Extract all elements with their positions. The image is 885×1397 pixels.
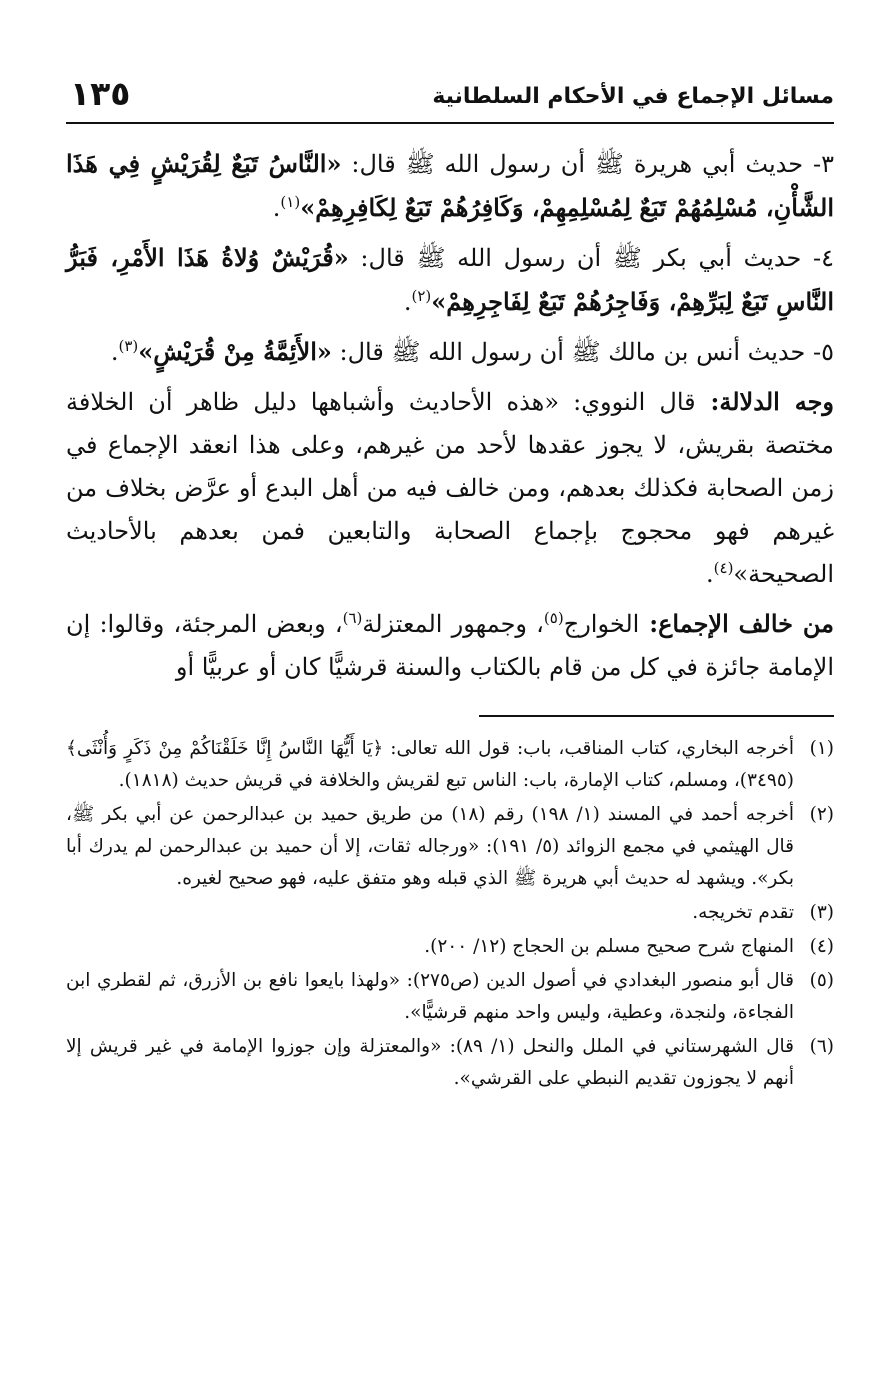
section-lead: من خالف الإجماع: — [639, 609, 835, 638]
sentence-end: . — [706, 560, 714, 588]
footnote — [66, 931, 834, 963]
hadith-paragraph-5 — [66, 330, 834, 374]
hadith-intro: ٥- حديث أنس بن مالك ﷺ أن رسول الله ﷺ قال: — [331, 338, 834, 366]
paragraph-text: ، وجمهور المعتزلة — [362, 610, 544, 638]
footnote-text: قال أبو منصور البغدادي في أصول الدين (ص٢٧٥): «ولهذا بايعوا نافع بن الأزرق، ثم لقطري ابن الفجاءة، ولنجدة، وعطية، وليس واحد منهم قرشيًّا». — [66, 970, 794, 1023]
book-page — [66, 70, 834, 1097]
sentence-end: . — [403, 288, 412, 316]
footnote-number: (٣) — [809, 902, 834, 923]
footnote-ref: (٦) — [342, 609, 363, 627]
footnote-ref: (٤) — [713, 559, 734, 577]
footnote-ref: (٣) — [118, 337, 139, 355]
main-text — [66, 142, 834, 689]
hadith-quote: «الأَئِمَّةُ مِنْ قُرَيْشٍ» — [138, 337, 332, 366]
footnote-divider — [479, 715, 834, 717]
sentence-end: . — [272, 194, 281, 222]
page-header — [66, 70, 834, 124]
footnotes — [66, 733, 834, 1095]
footnote-number: (١) — [809, 738, 834, 759]
footnote-text: أخرجه أحمد في المسند (١/ ١٩٨) رقم (١٨) من طريق حميد بن عبدالرحمن عن أبي بكر ﷺ، قال الهيثمي في مجمع الزوائد (٥/ ١٩١): «ورجاله ثقات، إلا أن حميد بن عبدالرحمن لم يدرك أبا بكر». ويشهد له حديث أبي هريرة ﷺ الذي قبله وهو متفق عليه، فهو صحيح لغيره. — [66, 804, 794, 889]
footnote-number: (٢) — [809, 804, 834, 825]
footnote-text: تقدم تخريجه. — [692, 902, 794, 923]
hadith-intro: ٣- حديث أبي هريرة ﷺ أن رسول الله ﷺ قال: — [341, 150, 834, 178]
footnote — [66, 965, 834, 1029]
paragraph-text: ، وبعض المرجئة، وقالوا: إن الإمامة جائزة في كل من قام بالكتاب والسنة قرشيًّا كان أو عربيًّا أو — [66, 610, 834, 681]
hadith-intro: ٤- حديث أبي بكر ﷺ أن رسول الله ﷺ قال: — [348, 244, 834, 272]
footnote-text: قال الشهرستاني في الملل والنحل (١/ ٨٩): «والمعتزلة وإن جوزوا الإمامة في غير قريش إلا أنهم لا يجوزون تقديم النبطي على القرشي». — [66, 1036, 794, 1089]
hadith-quote: «النَّاسُ تَبَعٌ لِقُرَيْشٍ فِي هَذَا الشَّأْنِ، مُسْلِمُهُمْ تَبَعٌ لِمُسْلِمِهِمْ، وَكَافِرُهُمْ تَبَعٌ لِكَافِرِهِمْ» — [66, 149, 834, 222]
running-title: مسائل الإجماع في الأحكام السلطانية — [432, 84, 834, 109]
sentence-end: . — [110, 338, 119, 366]
paragraph-text: قال النووي: «هذه الأحاديث وأشباهها دليل ظاهر أن الخلافة مختصة بقريش، لا يجوز عقدها لأحد من غيرهم، وعلى هذا انعقد الإجماع في زمن الصحابة فكذلك بعدهم، ومن خالف فيه من أهل البدع أو عرَّض بخلاف من غيرهم فهو محجوج بإجماع الصحابة والتابعين فمن بعدهم بالأحاديث الصحيحة» — [66, 388, 835, 588]
hadith-paragraph-4 — [66, 236, 834, 324]
footnote-text: المنهاج شرح صحيح مسلم بن الحجاج (١٢/ ٢٠٠). — [424, 936, 794, 957]
footnote-number: (٥) — [809, 970, 834, 991]
page-number: ١٣٥ — [70, 74, 131, 113]
footnote — [66, 1031, 834, 1095]
evidence-paragraph — [66, 380, 834, 596]
dissent-paragraph — [66, 602, 834, 689]
footnote — [66, 733, 834, 797]
footnote-ref: (٢) — [411, 287, 432, 305]
footnote-number: (٦) — [809, 1036, 834, 1057]
footnote-ref: (١) — [280, 193, 301, 211]
section-lead: وجه الدلالة: — [695, 387, 834, 416]
hadith-quote: «قُرَيْشٌ وُلاةُ هَذَا الأَمْرِ، فَبَرُّ النَّاسِ تَبَعٌ لِبَرِّهِمْ، وَفَاجِرُهُمْ تَبَعٌ لِفَاجِرِهِمْ» — [66, 243, 834, 316]
footnote — [66, 799, 834, 895]
hadith-paragraph-3 — [66, 142, 834, 230]
footnote-ref: (٥) — [543, 609, 564, 627]
paragraph-text: الخوارج — [563, 610, 640, 638]
footnote-number: (٤) — [809, 936, 834, 957]
footnote — [66, 897, 834, 929]
footnote-text: أخرجه البخاري، كتاب المناقب، باب: قول الله تعالى: ﴿يَا أَيُّهَا النَّاسُ إِنَّا خَلَقْنَاكُمْ مِنْ ذَكَرٍ وَأُنْثَى﴾ (٣٤٩٥)، ومسلم، كتاب الإمارة، باب: الناس تبع لقريش والخلافة في قريش حديث (١٨١٨). — [66, 738, 794, 791]
